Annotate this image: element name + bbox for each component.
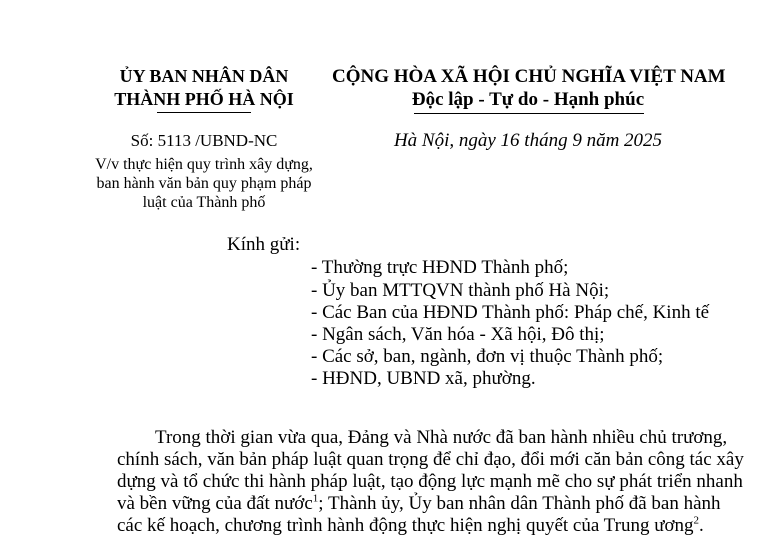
- body-text: .: [699, 515, 704, 536]
- footnote-ref-1[interactable]: 1: [312, 492, 319, 505]
- motto-underline: [414, 113, 644, 114]
- body-line-3: dựng và tổ chức thi hành pháp luật, tạo động lực mạnh mẽ cho sự phát triển nhanh: [117, 471, 743, 492]
- issuing-org-line1: ỦY BAN NHÂN DÂN: [119, 66, 289, 86]
- subject-line-3: luật của Thành phố: [142, 194, 266, 211]
- issuing-org-line2: THÀNH PHỐ HÀ NỘI: [114, 89, 294, 109]
- document-number: Số: 5113 /UBND-NC: [130, 131, 278, 150]
- body-line-5: [117, 515, 704, 537]
- national-title: CỘNG HÒA XÃ HỘI CHỦ NGHĨA VIỆT NAM: [332, 66, 726, 87]
- document-date: Hà Nội, ngày 16 tháng 9 năm 2025: [393, 130, 663, 151]
- recipient-item: - HĐND, UBND xã, phường.: [311, 368, 536, 389]
- body-text: và bền vững của đất nước: [117, 493, 313, 514]
- body-line-1: Trong thời gian vừa qua, Đảng và Nhà nước đã ban hành nhiều chủ trương,: [155, 427, 728, 448]
- recipient-item: - Ủy ban MTTQVN thành phố Hà Nội;: [311, 280, 610, 301]
- body-line-2: chính sách, văn bản pháp luật quan trọng để chỉ đạo, đổi mới căn bản công tác xây: [117, 449, 744, 470]
- national-motto: Độc lập - Tự do - Hạnh phúc: [411, 89, 645, 110]
- greeting: Kính gửi:: [227, 234, 301, 255]
- recipient-item: - Các Ban của HĐND Thành phố: Pháp chế, Kinh tế: [311, 302, 710, 323]
- footnote-ref-2[interactable]: 2: [693, 514, 700, 527]
- body-text: ; Thành ủy, Ủy ban nhân dân Thành phố đã ban hành: [318, 493, 721, 514]
- org-underline: [157, 112, 251, 113]
- subject-line-2: ban hành văn bản quy phạm pháp: [96, 175, 312, 192]
- body-text: các kế hoạch, chương trình hành động thực hiện nghị quyết của Trung ương: [117, 515, 694, 536]
- recipient-item: - Thường trực HĐND Thành phố;: [311, 257, 569, 278]
- recipient-item: - Ngân sách, Văn hóa - Xã hội, Đô thị;: [311, 324, 605, 345]
- recipient-item: - Các sở, ban, ngành, đơn vị thuộc Thành phố;: [311, 346, 664, 367]
- subject-line-1: V/v thực hiện quy trình xây dựng,: [95, 156, 313, 173]
- body-line-4: [117, 493, 721, 515]
